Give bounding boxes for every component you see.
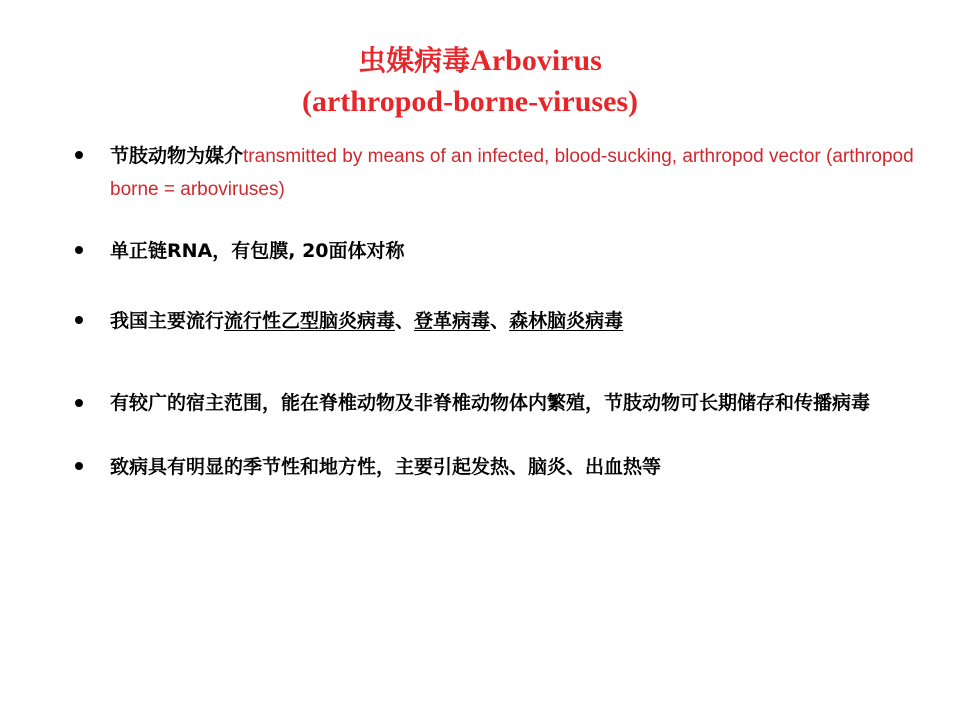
link-dengue-virus[interactable]: 登革病毒 [414, 310, 491, 332]
bullet-dot-icon [75, 462, 83, 470]
bullet-dot-icon [75, 399, 83, 407]
bullet-text-host-range: 有较广的宿主范围，能在脊椎动物及非脊椎动物体内繁殖，节肢动物可长期储存和传播病毒 [110, 392, 871, 414]
link-forest-encephalitis[interactable]: 森林脑炎病毒 [509, 310, 624, 332]
bullet-item-pathogenicity [72, 451, 932, 484]
slide-title [0, 40, 960, 122]
bullet-list [72, 140, 932, 484]
title-english: Arbovirus [470, 44, 602, 77]
separator: 、 [490, 310, 510, 332]
bullet-dot-icon [75, 246, 83, 254]
bullet-text-pathogenicity: 致病具有明显的季节性和地方性，主要引起发热、脑炎、出血热等 [110, 456, 662, 478]
link-japanese-encephalitis[interactable]: 流行性乙型脑炎病毒 [224, 310, 396, 332]
bullet-dot-icon [75, 316, 83, 324]
bullet-item-host-range [72, 375, 932, 431]
title-chinese: 虫媒病毒 [358, 44, 471, 77]
title-subtitle: (arthropod-borne-viruses) [301, 85, 639, 118]
bullet-prefix: 我国主要流行 [110, 310, 225, 332]
bullet-item-prevalent-viruses [72, 305, 932, 338]
bullet-item-genome [72, 235, 932, 268]
separator: 、 [395, 310, 415, 332]
bullet-text-genome: 单正链RNA，有包膜, 20面体对称 [110, 240, 405, 262]
bullet-zh-vector: 节肢动物为媒介 [110, 145, 244, 167]
title-line [0, 40, 960, 82]
bullet-dot-icon [75, 151, 83, 159]
bullet-en-vector: transmitted by means of an infected, blood-sucking, arthropod vector (arthropod borne = arboviruses) [110, 146, 914, 200]
bullet-item-transmission [72, 140, 932, 206]
